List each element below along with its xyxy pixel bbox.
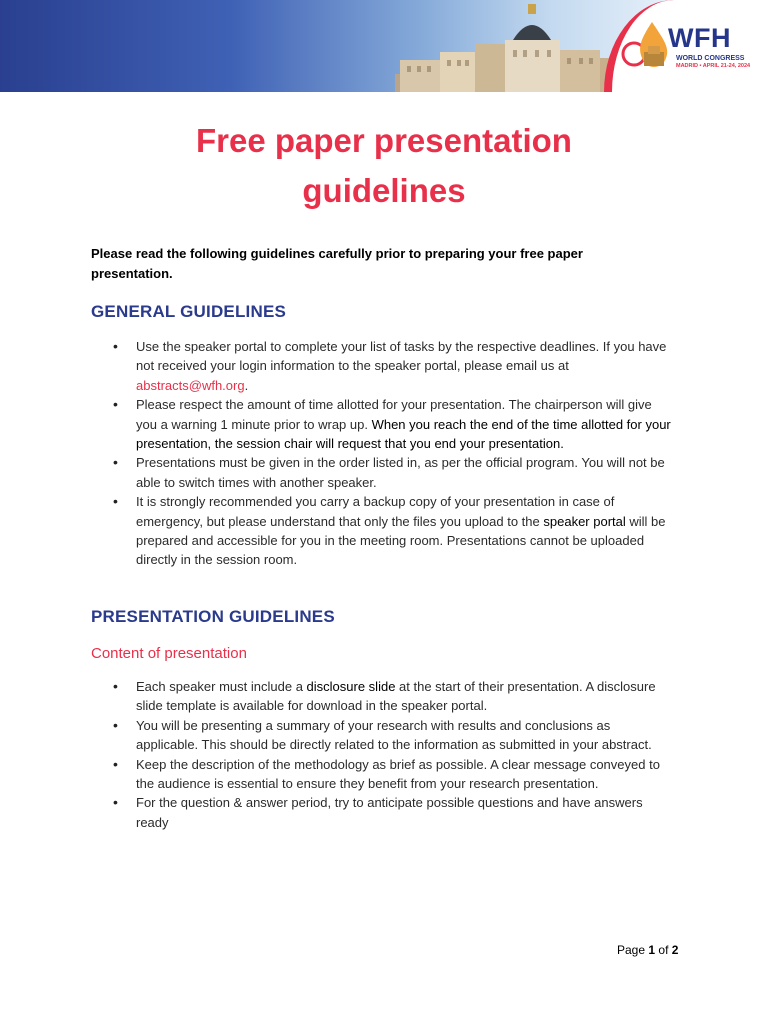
emphasis-text: disclosure slide xyxy=(306,679,396,694)
logo-subtitle: WORLD CONGRESS xyxy=(676,55,745,62)
page-number: Page 1 of 2 xyxy=(617,943,679,957)
title-line-2: guidelines xyxy=(302,172,466,209)
list-item: • You will be presenting a summary of your research with results and conclusions as applicable. This should be directly related to the information as submitted in your abstract. xyxy=(91,716,676,755)
general-guidelines-list xyxy=(91,337,676,570)
presentation-guidelines-list xyxy=(91,677,676,832)
wfh-logo-icon xyxy=(618,18,670,74)
presentation-guidelines-heading: PRESENTATION GUIDELINES xyxy=(91,607,335,626)
title-line-1: Free paper presentation xyxy=(196,122,572,159)
list-item: • Use the speaker portal to complete your list of tasks by the respective deadlines. If you have not received your login information to the speaker portal, please email us at abstracts@wfh.org. xyxy=(91,337,676,395)
list-item: • It is strongly recommended you carry a backup copy of your presentation in case of emergency, but please understand that only the files you upload to the speaker portal will be prepared and accessible for you in the meeting room. Presentations cannot be uploaded directly in the session room. xyxy=(91,492,676,570)
list-item: • Each speaker must include a disclosure slide at the start of their presentation. A disclosure slide template is available for download in the speaker portal. xyxy=(91,677,676,716)
logo-wfh-text: WFH xyxy=(668,23,731,53)
list-item: • For the question & answer period, try to anticipate possible questions and have answers ready xyxy=(91,793,676,832)
list-item: • Presentations must be given in the order listed in, as per the official program. You will not be able to switch times with another speaker. xyxy=(91,453,676,492)
list-item: • Please respect the amount of time allotted for your presentation. The chairperson will give you a warning 1 minute prior to wrap up. When you reach the end of the time allotted for your presentation, the session chair will request that you end your presentation. xyxy=(91,395,676,453)
email-link[interactable]: abstracts@wfh.org xyxy=(136,377,245,393)
madrid-skyline-image xyxy=(395,0,640,92)
list-item: • Keep the description of the methodology as brief as possible. A clear message conveyed to the audience is essential to ensure they benefit from your research presentation. xyxy=(91,755,676,794)
general-guidelines-heading: GENERAL GUIDELINES xyxy=(91,302,287,321)
intro-paragraph: Please read the following guidelines carefully prior to preparing your free paper presentation. xyxy=(91,246,583,281)
header-banner xyxy=(0,0,768,92)
content-subheading: Content of presentation xyxy=(91,645,247,662)
emphasis-text: speaker portal xyxy=(543,513,626,529)
logo-event-date: MADRID • APRIL 21-24, 2024 xyxy=(676,63,751,69)
page-title xyxy=(84,116,684,216)
emphasis-text: When you reach the end of the time allotted for your presentation, the session chair will request that you end your presentation. xyxy=(136,416,671,452)
